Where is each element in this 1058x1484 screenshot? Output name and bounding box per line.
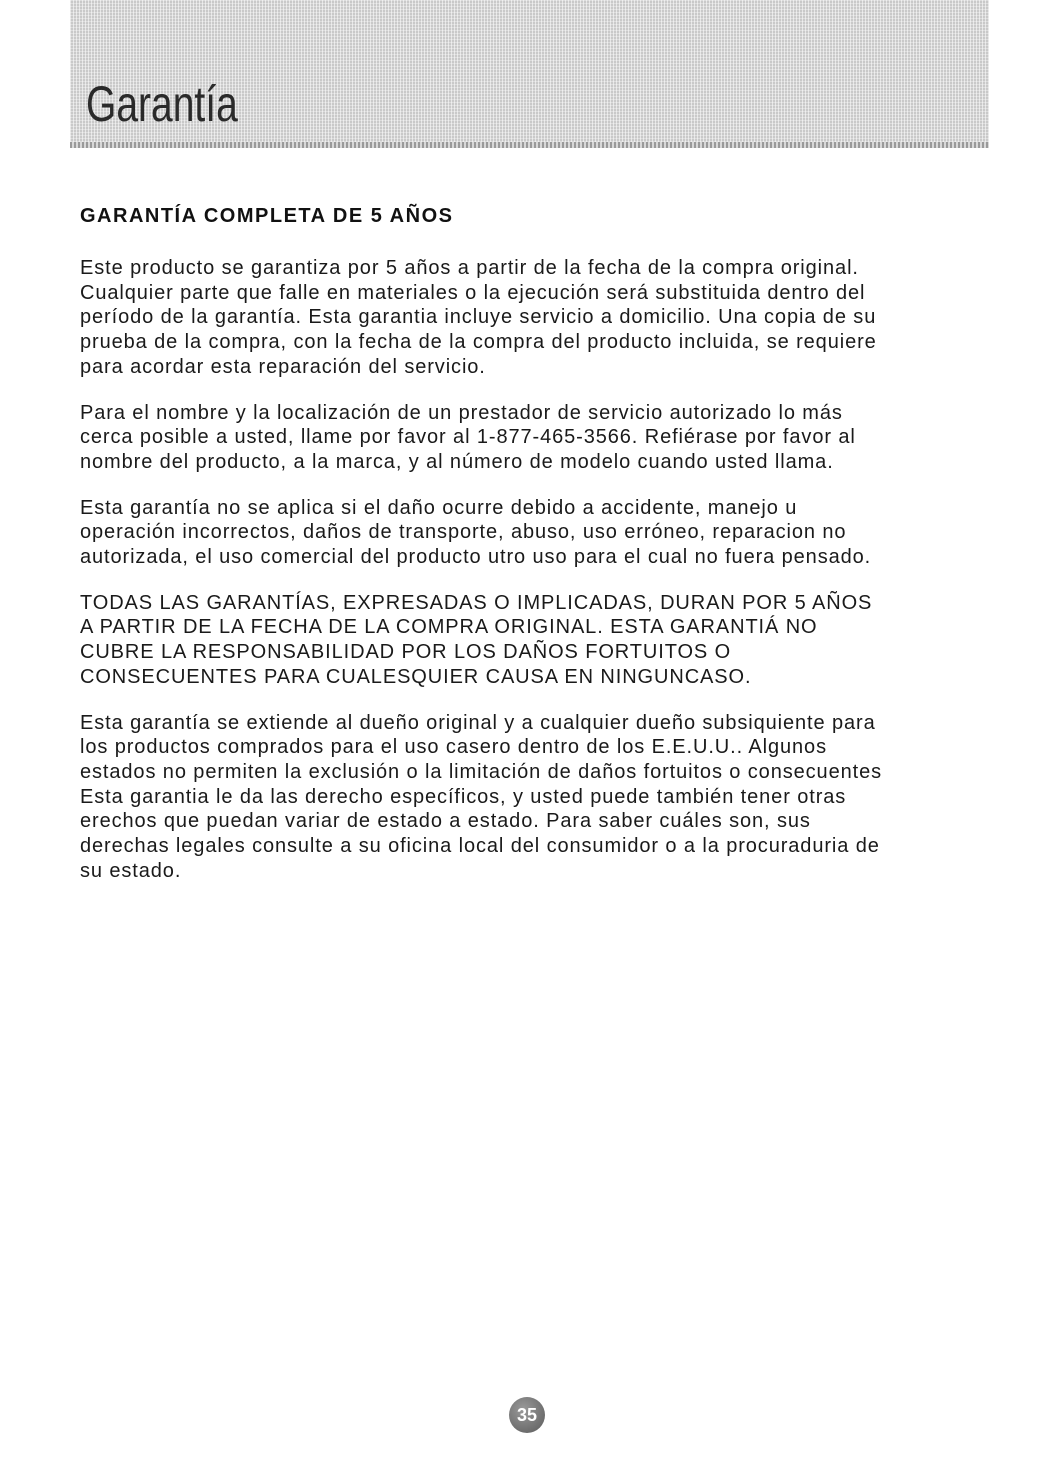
section-heading: GARANTÍA COMPLETA DE 5 AÑOS bbox=[80, 205, 454, 227]
paragraph-warranty-terms: Este producto se garantiza por 5 años a partir de la fecha de la compra original. Cualquier parte que falle en materiales o la ejecución será substituida dentro del período de la garantía. Esta garantia incluye servicio a domicilio. Una copia de su prueba de la compra, con la fecha de la compra del producto incluida, se requiere para acordar esta reparación del servicio. bbox=[80, 257, 877, 378]
warranty-content bbox=[80, 200, 985, 904]
page-number-badge: 35 bbox=[509, 1397, 545, 1433]
paragraph-legal-rights: Esta garantía se extiende al dueño original y a cualquier dueño subsiquiente para los productos comprados para el uso casero dentro de los E.E.U.U.. Algunos estados no permiten la exclusión o la limitación de daños fortuitos o consecuentes Esta garantia le da las derecho específicos, y usted puede también tener otras erechos que puedan variar de estado a estado. Para saber cuáles son, sus derechas legales consulte a su oficina local del consumidor o a la procuraduria de su estado. bbox=[80, 711, 883, 882]
page-title: Garantía bbox=[86, 76, 238, 132]
paragraph-implied-warranties: TODAS LAS GARANTÍAS, EXPRESADAS O IMPLICADAS, DURAN POR 5 AÑOS A PARTIR DE LA FECHA DE LA COMPRA ORIGINAL. ESTA GARANTIÁ NO CUBRE LA RESPONSABILIDAD POR LOS DAÑOS FORTUITOS O CONSECUENTES PARA CUALESQUIER CAUSA EN NINGUNCASO. bbox=[80, 591, 873, 688]
paragraph-service-contact: Para el nombre y la localización de un prestador de servicio autorizado lo más cerca posible a usted, llame por favor al 1-877-465-3566. Refiérase por favor al nombre del producto, a la marca, y al número de modelo cuando usted llama. bbox=[80, 401, 856, 473]
paragraph-exclusions: Esta garantía no se aplica si el daño ocurre debido a accidente, manejo u operación incorrectos, daños de transporte, abuso, uso erróneo, reparacion no autorizada, el uso comercial del producto utro uso para el cual no fuera pensado. bbox=[80, 496, 872, 569]
